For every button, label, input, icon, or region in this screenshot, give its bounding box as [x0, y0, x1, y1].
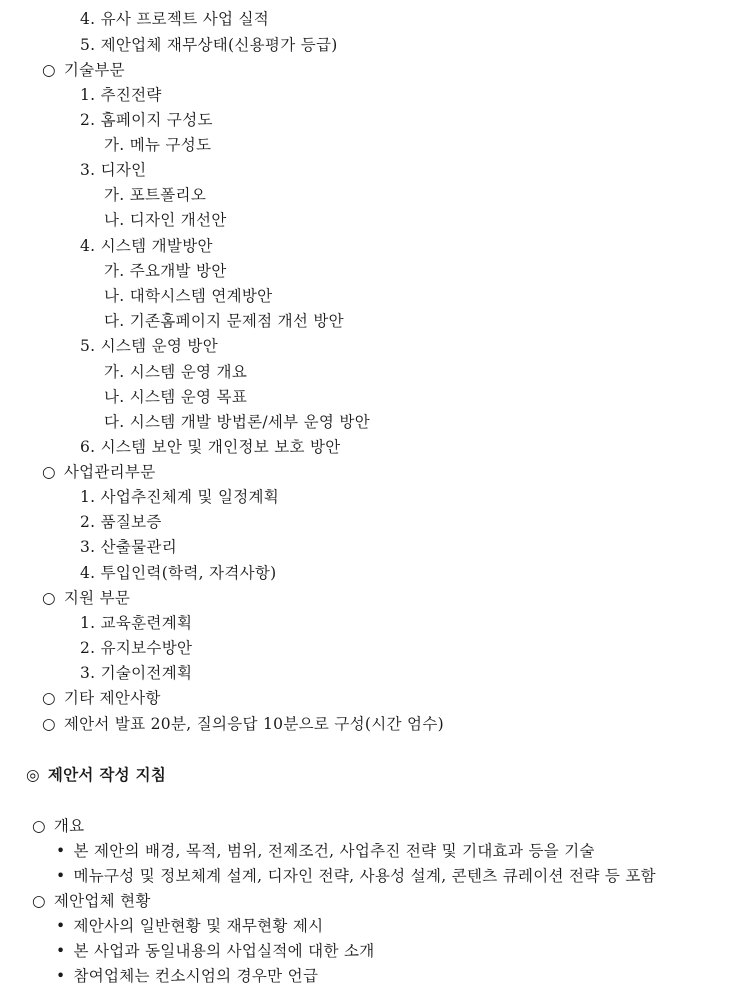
outline-item: 5. 시스템 운영 방안 [80, 337, 218, 355]
subsection-title: 제안업체 현황 [53, 892, 151, 910]
guide-bullet [56, 941, 375, 961]
outline-item: 1. 교육훈련계획 [80, 614, 193, 632]
bullet-text: 본 사업과 동일내용의 사업실적에 대한 소개 [73, 942, 375, 960]
outline-subitem: 가. 주요개발 방안 [104, 262, 227, 280]
guide-bullet [56, 916, 323, 936]
outline-subitem: 나. 디자인 개선안 [104, 211, 227, 229]
dot-bullet-icon: • [56, 917, 66, 935]
dot-bullet-icon: • [56, 942, 66, 960]
dot-bullet-icon: • [56, 967, 66, 985]
outline-item: 1. 사업추진체계 및 일정계획 [80, 488, 280, 506]
guide-overview [32, 816, 84, 836]
circle-bullet-icon: ○ [32, 892, 46, 910]
dot-bullet-icon: • [56, 867, 66, 885]
guide-bullet [56, 866, 656, 886]
circle-bullet-icon: ○ [42, 463, 56, 481]
circle-bullet-icon: ○ [42, 689, 56, 707]
double-circle-icon: ◎ [26, 765, 40, 784]
circle-bullet-icon: ○ [32, 817, 46, 835]
outline-subitem: 나. 시스템 운영 목표 [104, 388, 248, 406]
guide-title: 제안서 작성 지침 [47, 765, 167, 784]
bullet-text: 참여업체는 컨소시엄의 경우만 언급 [73, 967, 319, 985]
section-tech [42, 60, 125, 80]
circle-bullet-icon: ○ [42, 589, 56, 607]
outline-subitem: 다. 시스템 개발 방법론/세부 운영 방안 [104, 413, 370, 431]
outline-item: 4. 투입인력(학력, 자격사항) [80, 564, 277, 582]
bullet-text: 제안사의 일반현황 및 재무현황 제시 [73, 917, 324, 935]
outline-subitem: 가. 메뉴 구성도 [104, 136, 212, 154]
guide-bullet [56, 966, 318, 986]
dot-bullet-icon: • [56, 842, 66, 860]
guide-bullet [56, 841, 595, 861]
outline-item: 4. 유사 프로젝트 사업 실적 [80, 10, 270, 28]
section-management [42, 462, 155, 482]
outline-item: 2. 홈페이지 구성도 [80, 111, 213, 129]
circle-bullet-icon: ○ [42, 61, 56, 79]
section-other [42, 688, 161, 708]
section-title: 사업관리부문 [63, 463, 156, 481]
outline-item: 5. 제안업체 재무상태(신용평가 등급) [80, 36, 338, 54]
section-title: 지원 부문 [63, 589, 131, 607]
outline-item: 6. 시스템 보안 및 개인정보 보호 방안 [80, 438, 341, 456]
outline-subitem: 다. 기존홈페이지 문제점 개선 방안 [104, 312, 344, 330]
section-title: 제안서 발표 20분, 질의응답 10분으로 구성(시간 엄수) [63, 715, 444, 733]
outline-item: 3. 산출물관리 [80, 538, 177, 556]
outline-item: 3. 디자인 [80, 161, 147, 179]
outline-subitem: 가. 시스템 운영 개요 [104, 363, 248, 381]
outline-subitem: 나. 대학시스템 연계방안 [104, 287, 273, 305]
bullet-text: 메뉴구성 및 정보체계 설계, 디자인 전략, 사용성 설계, 콘텐츠 큐레이션 전략 등 포함 [73, 867, 656, 885]
subsection-title: 개요 [53, 817, 85, 835]
section-presentation [42, 714, 444, 734]
outline-item: 2. 품질보증 [80, 513, 162, 531]
guide-heading [26, 765, 166, 785]
outline-item: 3. 기술이전계획 [80, 664, 193, 682]
section-support [42, 588, 130, 608]
guide-company [32, 891, 151, 911]
section-title: 기술부문 [63, 61, 125, 79]
bullet-text: 본 제안의 배경, 목적, 범위, 전제조건, 사업추진 전략 및 기대효과 등을 기술 [73, 842, 595, 860]
outline-item: 1. 추진전략 [80, 86, 162, 104]
outline-item: 4. 시스템 개발방안 [80, 237, 213, 255]
outline-subitem: 가. 포트폴리오 [104, 186, 207, 204]
circle-bullet-icon: ○ [42, 715, 56, 733]
outline-item: 2. 유지보수방안 [80, 639, 193, 657]
section-title: 기타 제안사항 [63, 689, 161, 707]
